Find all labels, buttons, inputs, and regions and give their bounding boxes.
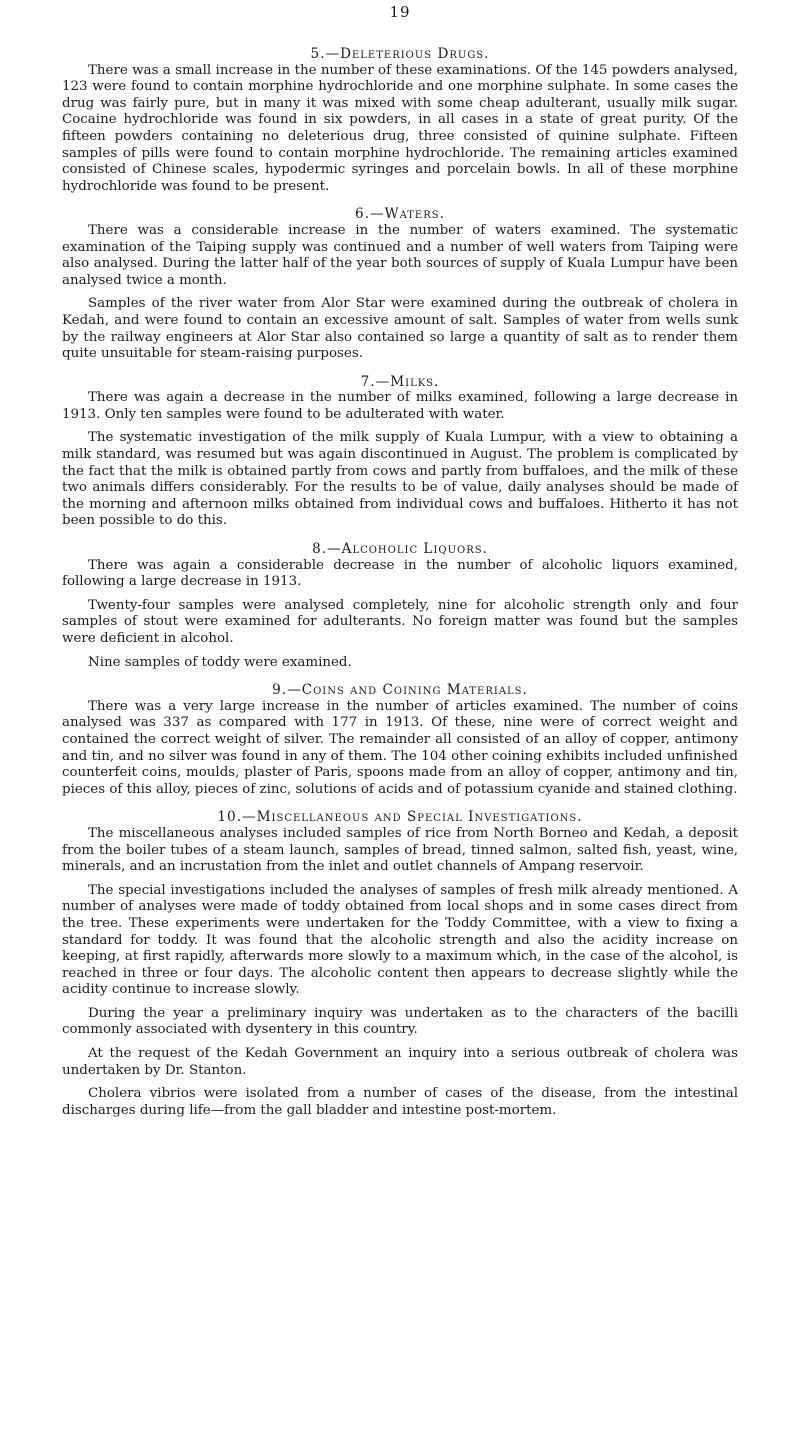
paragraph: Nine samples of toddy were examined. [88,654,352,670]
paragraph: There was again a decrease in the number of milks examined, following a large decrease in 1913. Only ten samples were found to be adulterated with water. [62,390,738,422]
section-heading: 10.—Miscellaneous and Special Investigations. [217,809,583,826]
paragraph: There was again a considerable decrease in the number of alcoholic liquors examined, following a large decrease in 1913. [62,557,738,590]
paragraph: There was a very large increase in the number of articles examined. The number of coins analysed was 337 as compared with 177 in 1913. Of these, nine were of correct weight and contained the correct weight of silver. The remainder all consisted of an alloy of copper, antimony and tin, and no silver was found in any of them. The 104 other coining exhibits included unfinished counterfeit coins, moulds, plaster of Paris, spoons made from an alloy of copper, antimony and tin, pieces of this alloy, pieces of zinc, solutions of acids and of potassium cyanide and stained clothing. [62,698,738,797]
section-coins [62,682,738,798]
section-deleterious-drugs [62,46,738,195]
section-milks [62,374,738,530]
paragraph: Cholera vibrios were isolated from a number of cases of the disease, from the intestinal discharges during life—from the gall bladder and intestine post-mortem. [62,1086,738,1118]
section-heading: 6.—Waters. [355,206,445,223]
section-alcoholic-liquors [62,541,738,671]
paragraph: The miscellaneous analyses included samples of rice from North Borneo and Kedah, a deposit from the boiler tubes of a steam launch, samples of bread, tinned salmon, salted fish, yeast, wine, minerals, and an incrustation from the inlet and outlet channels of Ampang reservoir. [62,825,738,875]
paragraph: The special investigations included the analyses of samples of fresh milk already mentioned. A number of analyses were made of toddy obtained from local shops and in some cases direct from the tree. These experiments were undertaken for the Toddy Committee, with a view to fixing a standard for toddy. It was found that the alcoholic strength and also the acidity increase on keeping, at first rapidly, afterwards more slowly to a maximum which, in the case of the alcohol, is reached in three or four days. The alcoholic content then appears to decrease slightly while the acidity continue to increase slowly. [62,882,738,998]
section-heading: 5.—Deleterious Drugs. [310,46,490,62]
section-heading: 9.—Coins and Coining Materials. [272,682,528,699]
paragraph: During the year a preliminary inquiry was undertaken as to the characters of the bacilli commonly associated with dysentery in this country. [62,1005,738,1038]
document-body [62,46,738,1130]
paragraph: There was a considerable increase in the number of waters examined. The systematic examination of the Taiping supply was continued and a number of well waters from Taiping were also analysed. During the latter half of the year both sources of supply of Kuala Lumpur have been analysed twice a month. [62,222,738,288]
paragraph: The systematic investigation of the milk supply of Kuala Lumpur, with a view to obtaining a milk standard, was resumed but was again discontinued in August. The problem is complicated by the fact that the milk is obtained partly from cows and partly from buffaloes, and the milk of these two animals differs considerably. For the results to be of value, daily analyses should be made of the morning and afternoon milks obtained from individual cows and buffaloes. Hitherto it has not been possible to do this. [62,430,738,529]
paragraph: Samples of the river water from Alor Star were examined during the outbreak of cholera in Kedah, and were found to contain an excessive amount of salt. Samples of water from wells sunk by the railway engineers at Alor Star also contained so large a quantity of salt as to render them quite unsuitable for steam-raising purposes. [62,296,738,362]
paragraph: Twenty-four samples were analysed completely, nine for alcoholic strength only and four samples of stout were examined for adulterants. No foreign matter was found but the samples were deficient in alcohol. [62,597,738,646]
section-heading: 8.—Alcoholic Liquors. [312,541,488,558]
section-heading: 7.—Milks. [360,373,440,390]
section-waters [62,206,738,362]
page-number: 19 [389,3,411,21]
paragraph: At the request of the Kedah Government an inquiry into a serious outbreak of cholera was undertaken by Dr. Stanton. [62,1046,738,1078]
section-miscellaneous [62,809,738,1119]
paragraph: There was a small increase in the number of these examinations. Of the 145 powders analysed, 123 were found to contain morphine hydrochloride and one morphine sulphate. In some cases the drug was fairly pure, but in many it was mixed with some cheap adulterant, usually milk sugar. Cocaine hydrochloride was found in six powders, in all cases in a state of great purity. Of the fifteen powders containing no deleterious drug, three consisted of quinine sulphate. Fifteen samples of pills were found to contain morphine hydrochloride. The remaining articles examined consisted of Chinese scales, hypodermic syringes and porcelain bowls. In all of these morphine hydrochloride was found to be present. [62,62,738,194]
